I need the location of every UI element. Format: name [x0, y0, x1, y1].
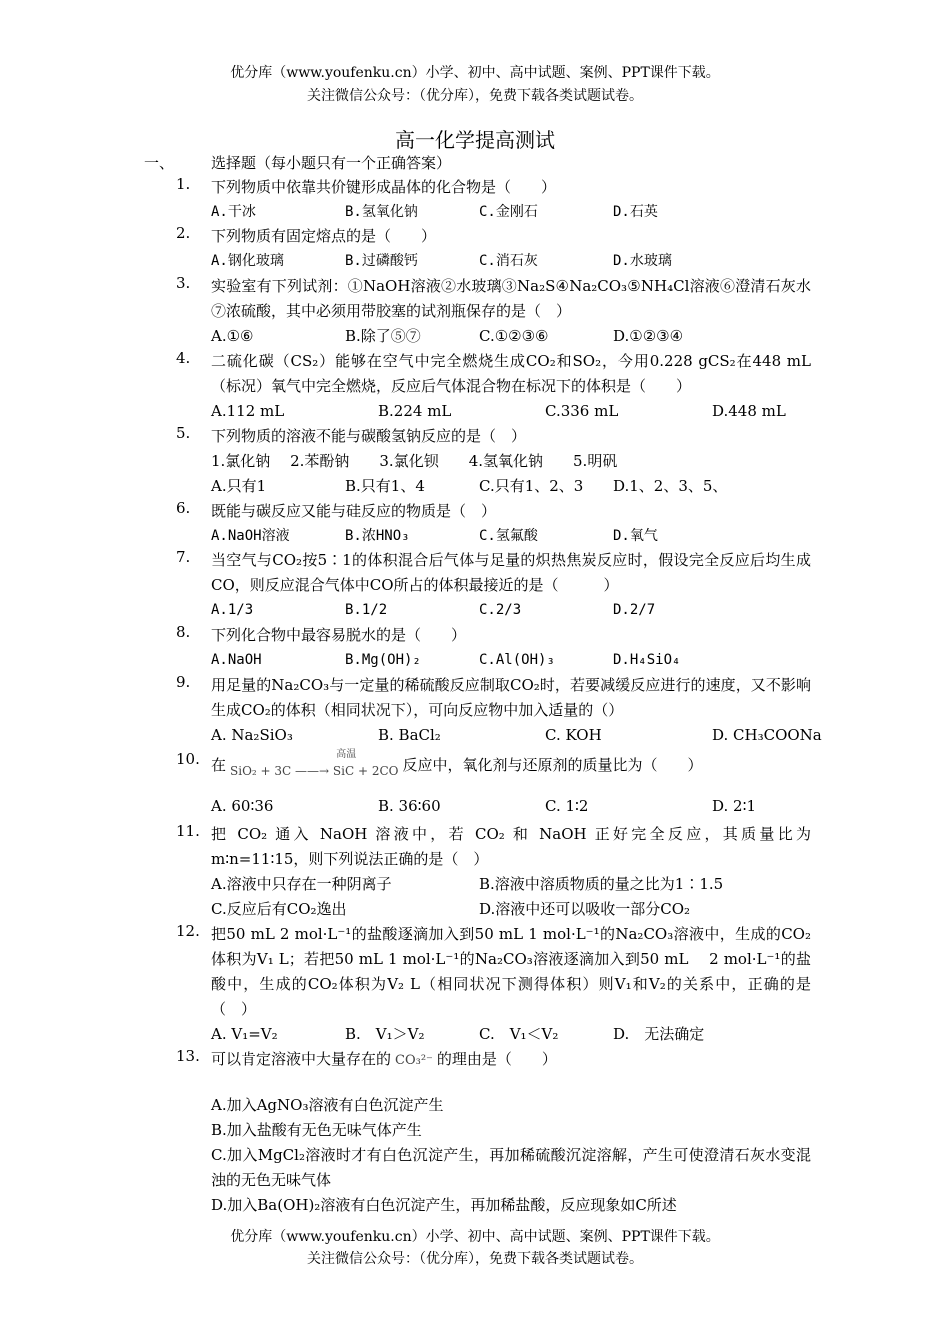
- header-line-2: 关注微信公众号：（优分库），免费下载各类试题试卷。: [307, 88, 643, 104]
- option-a: A.1/3: [211, 602, 254, 618]
- footer-line-2: 关注微信公众号：（优分库），免费下载各类试题试卷。: [307, 1251, 643, 1267]
- reaction-formula: SiO₂ + 3C ——→ SiC + 2CO: [230, 764, 399, 778]
- question-text: 当空气与CO₂按5∶1的体积混合后气体与足量的炽热焦炭反应时，假设完全反应后均生成CO，则反应混合气体中CO所占的体积最接近的是（ ）: [211, 551, 811, 594]
- question-number: 10.: [176, 750, 200, 768]
- question-options-row-2: [211, 897, 811, 922]
- option-b: B.过磷酸钙: [345, 253, 418, 269]
- option-c: C.氢氟酸: [479, 528, 538, 544]
- option-b: B.1/2: [345, 602, 388, 618]
- option-b: B.氢氧化钠: [345, 204, 418, 220]
- option-d: D.石英: [613, 204, 658, 220]
- question-6: [176, 499, 811, 549]
- page-title: 高一化学提高测试: [395, 128, 555, 152]
- question-text: 下列物质中依靠共价键形成晶体的化合物是（ ）: [211, 178, 557, 196]
- option-d: D.①②③④: [613, 327, 684, 345]
- option-c: C. V₁＜V₂: [479, 1025, 559, 1043]
- question-number: 12.: [176, 922, 200, 940]
- option-b: B.加入盐酸有无色无味气体产生: [211, 1120, 422, 1139]
- question-options: [211, 872, 811, 897]
- option-c: C. 1∶2: [545, 797, 589, 815]
- option-b: B.只有1、4: [345, 477, 425, 495]
- option-d: D.水玻璃: [613, 253, 672, 269]
- question-9: [176, 673, 822, 748]
- option-a: A. Na₂SiO₃: [211, 726, 293, 744]
- question-7: [176, 548, 811, 623]
- question-options: [211, 324, 811, 349]
- option-a: A.加入AgNO₃溶液有白色沉淀产生: [211, 1095, 444, 1114]
- question-number: 9.: [176, 673, 191, 691]
- option-a: A.NaOH溶液: [211, 528, 290, 544]
- option-c: C.Al(OH)₃: [479, 652, 555, 668]
- question-options: [211, 249, 811, 274]
- question-text: 把 CO₂ 通入 NaOH 溶液中，若 CO₂ 和 NaOH 正好完全反应，其质量比为 m∶n=11∶15，则下列说法正确的是（ ）: [211, 825, 811, 868]
- question-4: [176, 349, 811, 424]
- question-text: 下列物质有固定熔点的是（ ）: [211, 227, 437, 245]
- option-a: A.只有1: [211, 477, 267, 495]
- question-number: 4.: [176, 349, 191, 367]
- option-d: D.1、2、3、5、: [613, 477, 728, 495]
- header-line-1: 优分库（www.youfenku.cn）小学、初中、高中试题、案例、PPT课件下载。: [230, 65, 720, 81]
- question-text: [211, 750, 811, 782]
- option-a: A.钢化玻璃: [211, 253, 284, 269]
- question-1: [176, 175, 811, 225]
- question-options: [211, 648, 811, 673]
- question-options: [211, 598, 811, 623]
- option-b: B. BaCl₂: [378, 726, 441, 744]
- question-number: 6.: [176, 499, 191, 517]
- option-d: D.溶液中还可以吸收一部分CO₂: [479, 900, 691, 918]
- option-c: C.336 mL: [545, 402, 619, 420]
- section-heading: [144, 152, 451, 173]
- option-a: A.①⑥: [211, 327, 254, 345]
- question-text-prefix: 可以肯定溶液中大量存在的: [211, 1050, 392, 1068]
- question-11: [176, 822, 811, 922]
- question-10: [176, 750, 811, 819]
- question-number: 2.: [176, 224, 191, 242]
- question-2: [176, 224, 811, 274]
- option-c: C.①②③⑥: [479, 327, 549, 345]
- option-c: C.金刚石: [479, 204, 538, 220]
- option-c: C. KOH: [545, 726, 602, 744]
- question-items: 1.氯化钠 2.苯酚钠 3.氯化钡 4.氢氧化钠 5.明矾: [211, 452, 618, 470]
- question-number: 3.: [176, 274, 191, 292]
- question-number: 13.: [176, 1047, 200, 1065]
- option-a: A. 60∶36: [211, 797, 274, 815]
- question-13: [176, 1047, 811, 1218]
- carbonate-ion: CO₃²⁻: [395, 1052, 433, 1068]
- question-number: 1.: [176, 175, 191, 193]
- option-c: C.加入MgCl₂溶液时才有白色沉淀产生，再加稀硫酸沉淀溶解，产生可使澄清石灰水变混浊的无色无味气体: [211, 1145, 811, 1189]
- question-text: 二硫化碳（CS₂）能够在空气中完全燃烧生成CO₂和SO₂，今用0.228 gCS₂在448 mL（标况）氧气中完全燃烧，反应后气体混合物在标况下的体积是（ ）: [211, 352, 811, 395]
- question-5: [176, 424, 811, 499]
- section-text: 选择题（每小题只有一个正确答案）: [211, 154, 452, 172]
- question-text: [211, 1047, 811, 1073]
- question-text-suffix: 反应中，氧化剂与还原剂的质量比为（ ）: [402, 756, 703, 774]
- question-options: [211, 200, 811, 225]
- question-options: [211, 524, 811, 549]
- option-a: A.112 mL: [211, 402, 285, 420]
- question-text: 既能与碳反应又能与硅反应的物质是（ ）: [211, 502, 497, 520]
- option-b: B. V₁＞V₂: [345, 1025, 425, 1043]
- option-d: D.加入Ba(OH)₂溶液有白色沉淀产生，再加稀盐酸，反应现象如C所述: [211, 1195, 677, 1214]
- option-b: B.溶液中溶质物质的量之比为1∶1.5: [479, 875, 724, 893]
- question-12: [176, 922, 827, 1047]
- option-b: B. 36∶60: [378, 797, 441, 815]
- option-d: D. CH₃COONa: [712, 726, 822, 744]
- question-text: 用足量的Na₂CO₃与一定量的稀硫酸反应制取CO₂时，若要减缓反应进行的速度，又不影响生成CO₂的体积（相同状况下），可向反应物中加入适量的（）: [211, 676, 811, 719]
- option-b: B.除了⑤⑦: [345, 327, 421, 345]
- option-a: A.NaOH: [211, 652, 262, 668]
- question-8: [176, 623, 811, 673]
- question-number: 11.: [176, 822, 200, 840]
- question-text: 把50 mL 2 mol·L⁻¹的盐酸逐滴加入到50 mL 1 mol·L⁻¹的Na₂CO₃溶液中，生成的CO₂体积为V₁ L；若把50 mL 1 mol·L⁻¹的Na₂CO₃溶液逐滴加入到50 mL 2 mol·L⁻¹的盐酸中，生成的CO₂体积为V₂ L（相同状况下测得体积）则V₁和V₂的关系中，正确的是 （ ）: [211, 925, 827, 1018]
- footer-line-1: 优分库（www.youfenku.cn）小学、初中、高中试题、案例、PPT课件下载。: [230, 1229, 720, 1245]
- question-number: 5.: [176, 424, 191, 442]
- option-d: D.氧气: [613, 528, 658, 544]
- question-options: [211, 1022, 811, 1047]
- question-number: 7.: [176, 548, 191, 566]
- option-a: A.干冰: [211, 204, 256, 220]
- option-d: D.448 mL: [712, 402, 786, 420]
- reaction-equation: [230, 750, 398, 782]
- option-d: D.H₄SiO₄: [613, 652, 681, 668]
- option-c: C.反应后有CO₂逸出: [211, 900, 347, 918]
- option-c: C.只有1、2、3: [479, 477, 584, 495]
- option-b: B.224 mL: [378, 402, 452, 420]
- question-text-prefix: 在: [211, 756, 227, 774]
- question-number: 8.: [176, 623, 191, 641]
- option-d: D. 无法确定: [613, 1025, 705, 1043]
- question-text: 下列化合物中最容易脱水的是（ ）: [211, 626, 467, 644]
- option-c: C.2/3: [479, 602, 522, 618]
- question-text-suffix: 的理由是（ ）: [436, 1050, 557, 1068]
- option-b: B.Mg(OH)₂: [345, 652, 421, 668]
- question-3: [176, 274, 811, 349]
- question-options: [211, 723, 822, 748]
- question-options: [211, 474, 811, 499]
- question-text: 实验室有下列试剂：①NaOH溶液②水玻璃③Na₂S④Na₂CO₃⑤NH₄Cl溶液⑥澄清石灰水⑦浓硫酸，其中必须用带胶塞的试剂瓶保存的是（ ）: [211, 277, 811, 320]
- reaction-condition: 高温: [336, 749, 357, 760]
- question-options: [211, 399, 811, 424]
- question-text: 下列物质的溶液不能与碳酸氢钠反应的是（ ）: [211, 427, 527, 445]
- option-d: D. 2∶1: [712, 797, 757, 815]
- question-options: [211, 794, 811, 819]
- option-a: A. V₁=V₂: [211, 1025, 278, 1043]
- option-d: D.2/7: [613, 602, 656, 618]
- option-b: B.浓HNO₃: [345, 528, 410, 544]
- section-number: 一、: [144, 154, 175, 172]
- option-c: C.消石灰: [479, 253, 538, 269]
- option-a: A.溶液中只存在一种阴离子: [211, 875, 392, 893]
